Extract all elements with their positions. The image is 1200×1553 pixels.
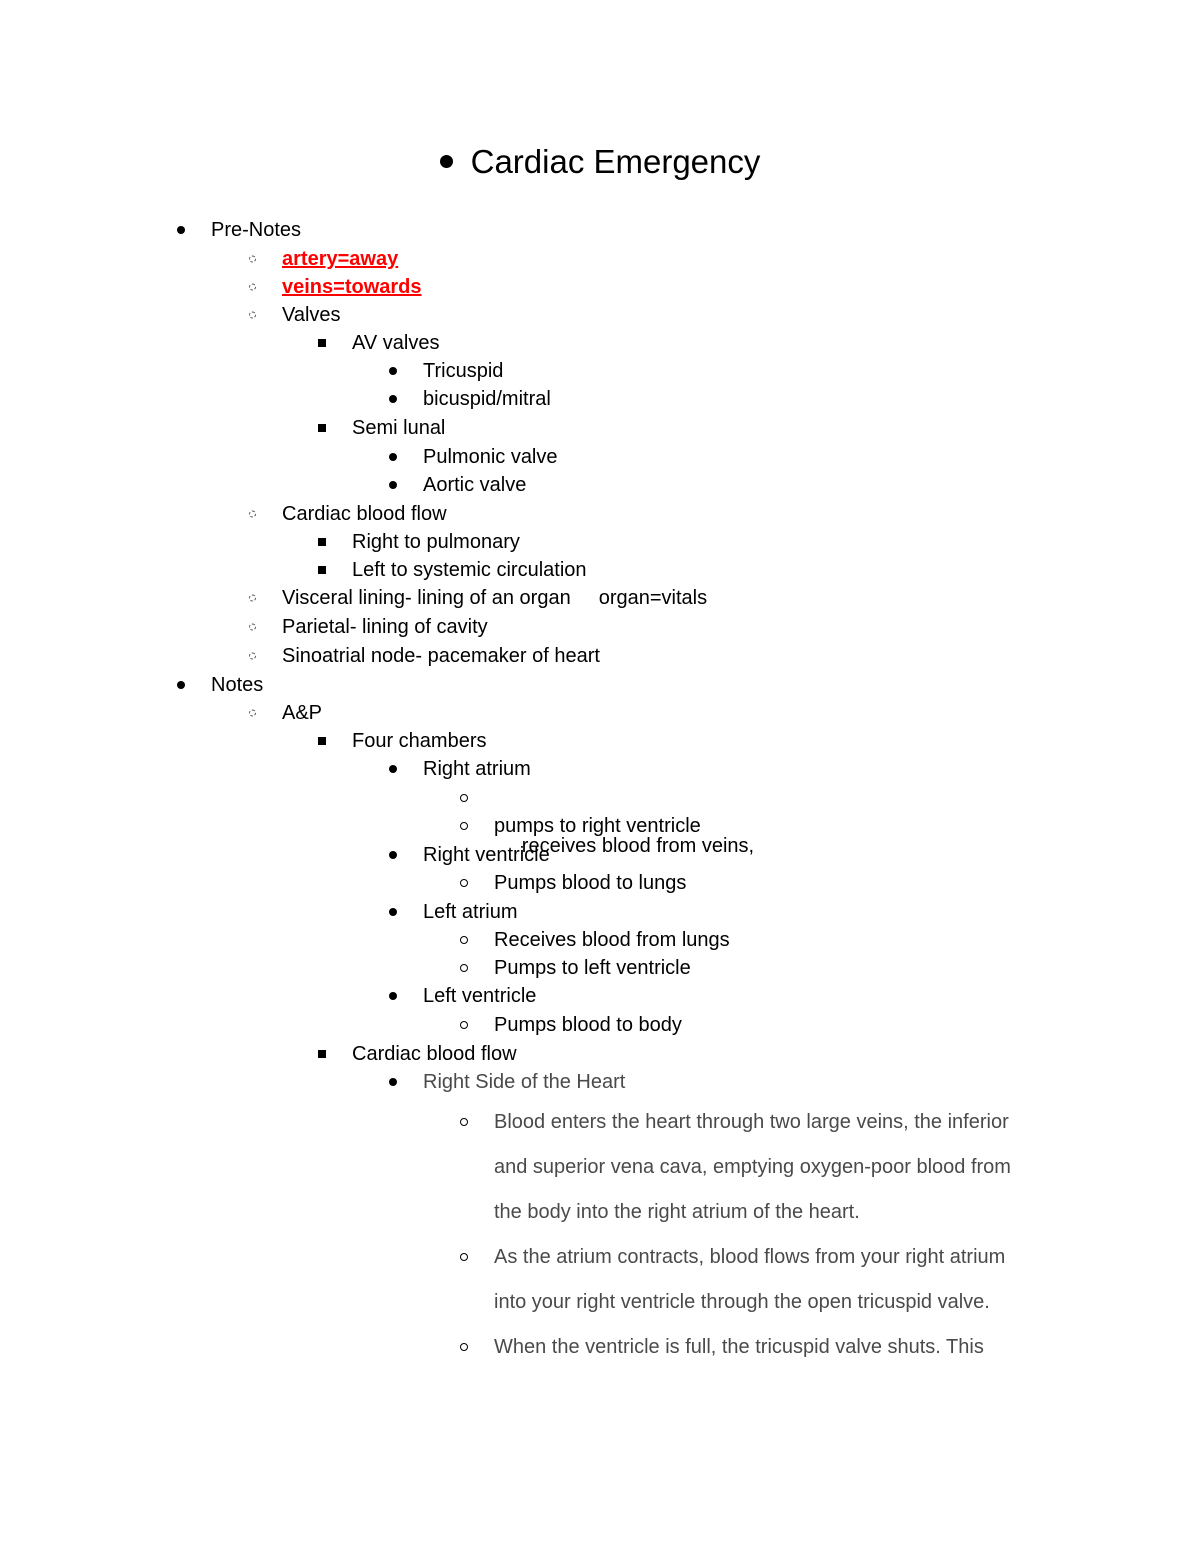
list-item-notes: Notes <box>211 673 263 697</box>
paragraph-1-line-3: the body into the right atrium of the heart. <box>494 1201 860 1223</box>
bullet-circle-icon <box>460 1021 468 1029</box>
bullet-dot-icon <box>389 908 397 916</box>
list-item-lv-1: Pumps blood to body <box>494 1013 682 1037</box>
bullet-dot-icon <box>389 395 397 403</box>
list-item-visceral: Visceral lining- lining of an organ organ=vitals <box>282 586 707 610</box>
bullet-dot-icon <box>389 481 397 489</box>
list-item-pulmonic: Pulmonic valve <box>423 445 558 469</box>
list-item-valves: Valves <box>282 303 341 327</box>
bullet-square-icon <box>318 538 326 546</box>
list-item-left-atrium: Left atrium <box>423 900 517 924</box>
list-item-sinoatrial: Sinoatrial node- pacemaker of heart <box>282 644 600 668</box>
list-item-cardiac-blood-flow-notes: Cardiac blood flow <box>352 1042 517 1066</box>
bullet-square-icon <box>318 1050 326 1058</box>
list-item-rv-1: Pumps blood to lungs <box>494 871 686 895</box>
bullet-circle-icon <box>460 964 468 972</box>
bullet-dot-icon <box>177 681 185 689</box>
list-item-semi-lunal: Semi lunal <box>352 416 445 440</box>
list-item-ap: A&P <box>282 701 322 725</box>
list-item-left-to-systemic: Left to systemic circulation <box>352 558 587 582</box>
list-item-four-chambers: Four chambers <box>352 729 487 753</box>
list-item-av-valves: AV valves <box>352 331 439 355</box>
bullet-dot-icon <box>389 851 397 859</box>
list-item-right-ventricle: Right ventricle <box>423 843 550 867</box>
paragraph-1-line-2: and superior vena cava, emptying oxygen-poor blood from <box>494 1156 1011 1178</box>
bullet-circle-icon <box>460 936 468 944</box>
list-item-parietal: Parietal- lining of cavity <box>282 615 488 639</box>
list-item-paragraph-3: When the ventricle is full, the tricuspid valve shuts. This <box>494 1335 984 1359</box>
list-item-right-side: Right Side of the Heart <box>423 1070 625 1094</box>
bullet-circle-icon <box>460 879 468 887</box>
paragraph-2-line-2: into your right ventricle through the open tricuspid valve. <box>494 1291 990 1313</box>
bullet-circle-icon <box>460 822 468 830</box>
list-item-cardiac-blood-flow-pre: Cardiac blood flow <box>282 502 447 526</box>
bullet-dashed-circle-icon <box>249 710 256 717</box>
list-item-left-ventricle: Left ventricle <box>423 984 536 1008</box>
bullet-circle-icon <box>460 1343 468 1351</box>
list-item-paragraph-1: Blood enters the heart through two large veins, the inferior <box>494 1110 1009 1134</box>
list-item-ra-1: receives blood from veins, <box>494 786 754 882</box>
bullet-dot-icon <box>389 1078 397 1086</box>
bullet-dashed-circle-icon <box>249 256 256 263</box>
title-bullet-icon <box>440 155 453 168</box>
bullet-dashed-circle-icon <box>249 511 256 518</box>
bullet-square-icon <box>318 566 326 574</box>
bullet-dot-icon <box>389 367 397 375</box>
bullet-dot-icon <box>389 992 397 1000</box>
bullet-circle-icon <box>460 1253 468 1261</box>
page-title <box>0 140 1200 184</box>
bullet-square-icon <box>318 737 326 745</box>
list-item-tricuspid: Tricuspid <box>423 359 503 383</box>
bullet-dashed-circle-icon <box>249 312 256 319</box>
bullet-dot-icon <box>177 226 185 234</box>
bullet-dashed-circle-icon <box>249 624 256 631</box>
bullet-circle-icon <box>460 794 468 802</box>
list-item-la-2: Pumps to left ventricle <box>494 956 691 980</box>
bullet-dashed-circle-icon <box>249 653 256 660</box>
list-item-ra-2: pumps to right ventricle <box>494 814 701 838</box>
list-item-aortic: Aortic valve <box>423 473 526 497</box>
list-item-right-to-pulmonary: Right to pulmonary <box>352 530 520 554</box>
list-item-la-1: Receives blood from lungs <box>494 928 730 952</box>
bullet-square-icon <box>318 339 326 347</box>
list-item-bicuspid: bicuspid/mitral <box>423 387 551 411</box>
bullet-dashed-circle-icon <box>249 595 256 602</box>
list-item-right-atrium: Right atrium <box>423 757 531 781</box>
list-item-veins: veins=towards <box>282 275 422 299</box>
bullet-dot-icon <box>389 765 397 773</box>
list-item-paragraph-2: As the atrium contracts, blood flows from your right atrium <box>494 1245 1005 1269</box>
bullet-circle-icon <box>460 1118 468 1126</box>
bullet-dashed-circle-icon <box>249 284 256 291</box>
bullet-square-icon <box>318 424 326 432</box>
list-item-artery: artery=away <box>282 247 398 271</box>
bullet-dot-icon <box>389 453 397 461</box>
list-item-pre-notes: Pre-Notes <box>211 218 301 242</box>
title-text: Cardiac Emergency <box>470 143 761 180</box>
